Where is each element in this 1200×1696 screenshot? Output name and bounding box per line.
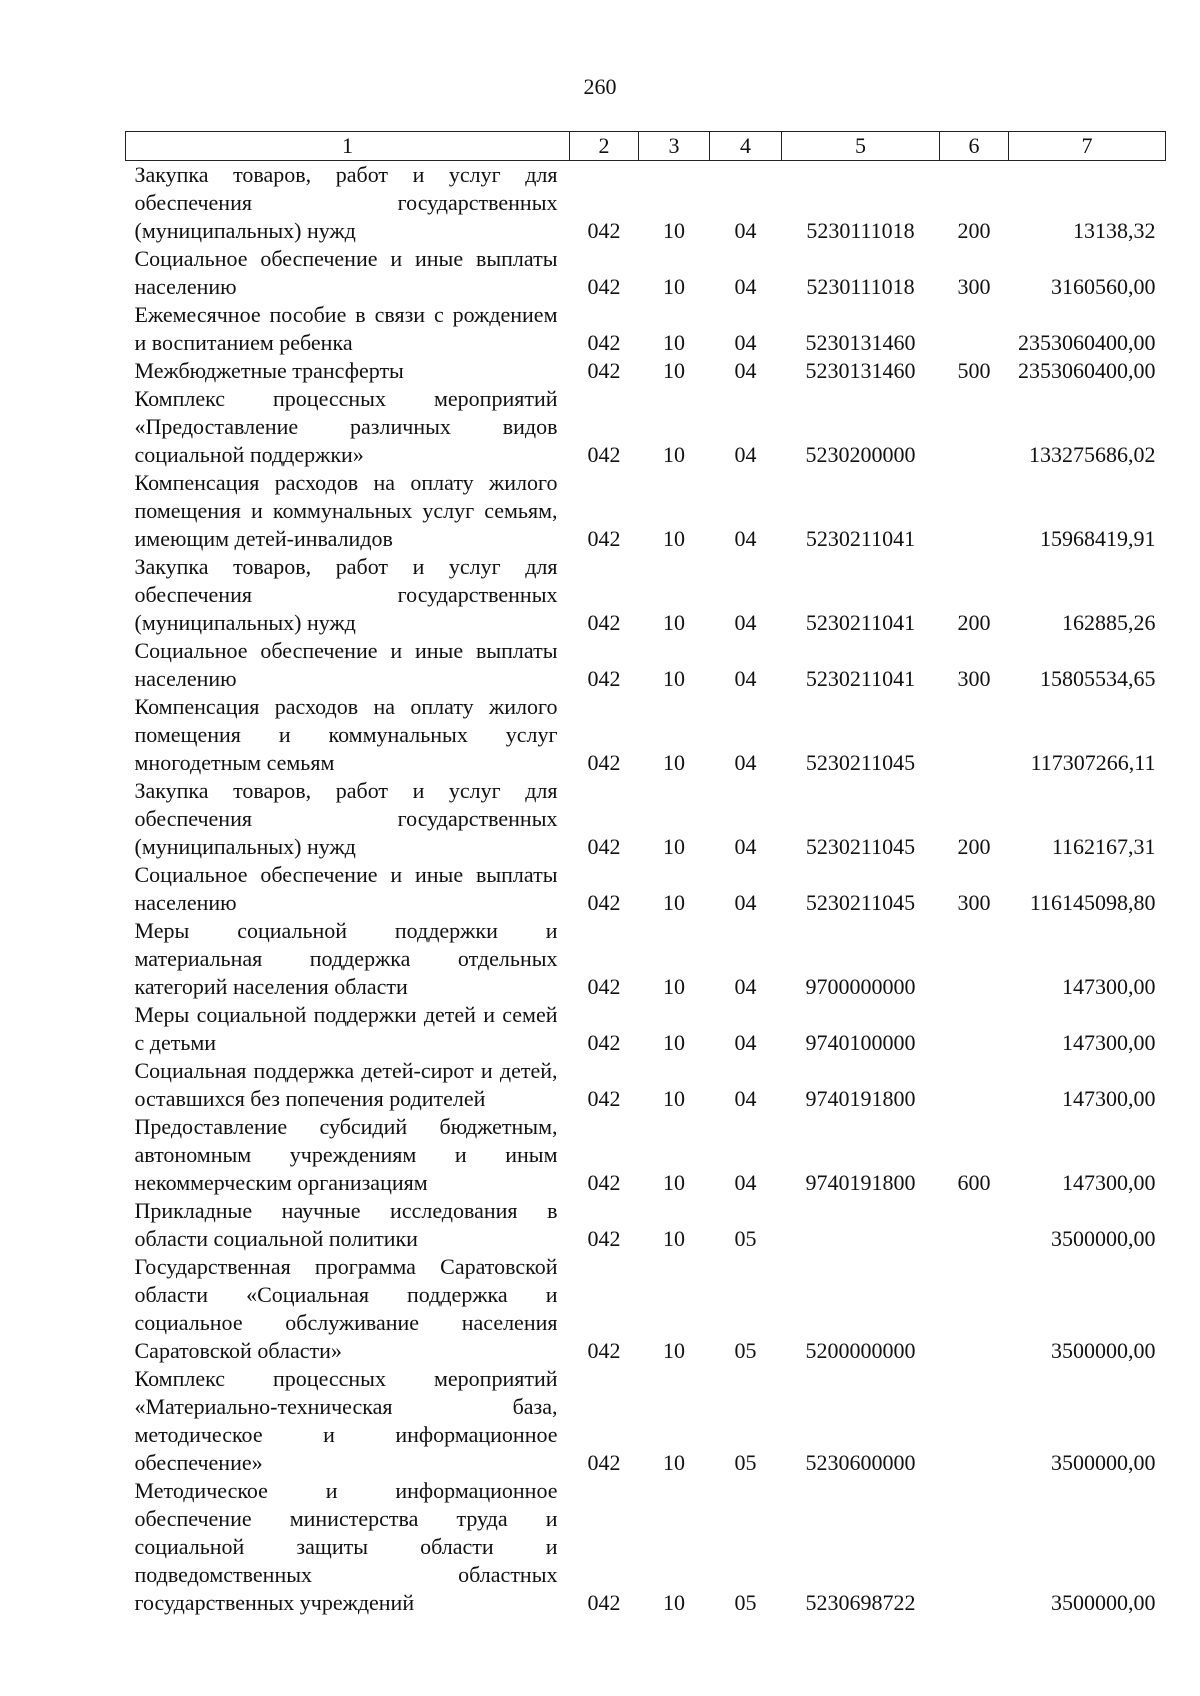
row-target-article: 5230211045 <box>805 890 916 915</box>
row-section: 10 <box>663 1338 685 1363</box>
table-header <box>126 132 1166 161</box>
row-amount: 3500000,00 <box>1051 1590 1156 1615</box>
row-amount: 3500000,00 <box>1051 1226 1156 1251</box>
table-row <box>126 469 1166 553</box>
row-admin-code: 042 <box>587 1226 621 1251</box>
row-target-article: 5230131460 <box>805 330 916 355</box>
row-subsection: 04 <box>734 330 757 355</box>
row-name: Ежемесячное пособие в связи с рождением и воспитанием ребенка <box>134 302 558 355</box>
row-admin-code: 042 <box>587 330 621 355</box>
table-row <box>126 1365 1166 1477</box>
row-subsection: 04 <box>734 750 757 775</box>
row-amount: 147300,00 <box>1062 974 1156 999</box>
header-row <box>126 132 1166 161</box>
row-subsection: 04 <box>734 526 757 551</box>
row-name: Социальное обеспечение и иные выплаты населению <box>134 638 558 691</box>
row-admin-code: 042 <box>587 526 621 551</box>
row-name: Меры социальной поддержки и материальная поддержка отдельных категорий населения области <box>134 918 558 999</box>
row-amount: 3500000,00 <box>1051 1338 1156 1363</box>
row-admin-code: 042 <box>587 610 621 635</box>
row-target-article: 5230200000 <box>805 442 916 467</box>
row-expense-type: 300 <box>957 666 991 691</box>
table-row <box>126 917 1166 1001</box>
row-name: Социальное обеспечение и иные выплаты населению <box>134 862 558 915</box>
row-name: Межбюджетные трансферты <box>134 358 404 383</box>
row-amount: 2353060400,00 <box>1018 358 1156 383</box>
table-row <box>126 357 1166 385</box>
row-name: Компенсация расходов на оплату жилого помещения и коммунальных услуг многодетным семьям <box>134 694 558 775</box>
row-admin-code: 042 <box>587 218 621 243</box>
row-expense-type <box>940 1057 1009 1113</box>
row-admin-code: 042 <box>587 890 621 915</box>
header-col-2: 2 <box>570 132 639 161</box>
row-amount: 147300,00 <box>1062 1030 1156 1055</box>
row-subsection: 04 <box>734 1086 757 1111</box>
row-section: 10 <box>663 1450 685 1475</box>
row-name: Закупка товаров, работ и услуг для обеспечения государственных (муниципальных) нужд <box>134 554 558 635</box>
row-name: Предоставление субсидий бюджетным, автономным учреждениям и иным некоммерческим организациям <box>134 1114 558 1195</box>
row-expense-type: 200 <box>957 218 991 243</box>
row-admin-code: 042 <box>587 834 621 859</box>
table-row <box>126 637 1166 693</box>
row-target-article: 5230131460 <box>805 358 916 383</box>
row-expense-type <box>940 1197 1009 1253</box>
row-admin-code: 042 <box>587 1450 621 1475</box>
row-target-article: 5230698722 <box>805 1590 916 1615</box>
table-row <box>126 1001 1166 1057</box>
row-amount: 117307266,11 <box>1030 750 1156 775</box>
row-name: Меры социальной поддержки детей и семей с детьми <box>134 1002 558 1055</box>
table-row <box>126 161 1166 246</box>
row-subsection: 04 <box>734 610 757 635</box>
row-admin-code: 042 <box>587 1170 621 1195</box>
row-target-article: 5230111018 <box>806 274 915 299</box>
table-row <box>126 1477 1166 1617</box>
row-admin-code: 042 <box>587 666 621 691</box>
row-amount: 147300,00 <box>1062 1086 1156 1111</box>
row-section: 10 <box>663 526 685 551</box>
row-subsection: 04 <box>734 358 757 383</box>
row-subsection: 04 <box>734 442 757 467</box>
row-section: 10 <box>663 974 685 999</box>
row-target-article: 5230211045 <box>805 750 916 775</box>
row-target-article: 5230211041 <box>805 526 916 551</box>
row-subsection: 05 <box>734 1590 757 1615</box>
row-amount: 133275686,02 <box>1029 442 1156 467</box>
row-section: 10 <box>663 1170 685 1195</box>
row-expense-type: 200 <box>957 834 991 859</box>
row-admin-code: 042 <box>587 1086 621 1111</box>
table-row <box>126 693 1166 777</box>
row-name: Методическое и информационное обеспечение министерства труда и социальной защиты области и подведомственных областных государственных учреждений <box>134 1478 558 1615</box>
row-amount: 15968419,91 <box>1040 526 1156 551</box>
row-target-article: 9740100000 <box>805 1030 916 1055</box>
row-subsection: 05 <box>734 1338 757 1363</box>
row-name: Закупка товаров, работ и услуг для обеспечения государственных (муниципальных) нужд <box>134 778 558 859</box>
budget-table <box>125 131 1166 1617</box>
row-name: Закупка товаров, работ и услуг для обеспечения государственных (муниципальных) нужд <box>134 162 558 243</box>
row-amount: 116145098,80 <box>1029 890 1156 915</box>
table-row <box>126 1057 1166 1113</box>
row-subsection: 04 <box>734 218 757 243</box>
row-subsection: 04 <box>734 666 757 691</box>
row-section: 10 <box>663 834 685 859</box>
row-section: 10 <box>663 890 685 915</box>
row-expense-type <box>940 693 1009 777</box>
row-expense-type: 500 <box>957 358 991 383</box>
table-row <box>126 1197 1166 1253</box>
row-subsection: 04 <box>734 890 757 915</box>
row-admin-code: 042 <box>587 750 621 775</box>
row-subsection: 04 <box>734 834 757 859</box>
row-name: Прикладные научные исследования в области социальной политики <box>134 1198 558 1251</box>
row-target-article: 5200000000 <box>805 1338 916 1363</box>
row-target-article: 9740191800 <box>805 1086 916 1111</box>
row-name: Социальное обеспечение и иные выплаты населению <box>134 246 558 299</box>
table-row <box>126 245 1166 301</box>
row-subsection: 04 <box>734 1030 757 1055</box>
header-col-4: 4 <box>710 132 782 161</box>
table-row <box>126 385 1166 469</box>
row-section: 10 <box>663 1086 685 1111</box>
row-amount: 2353060400,00 <box>1018 330 1156 355</box>
row-section: 10 <box>663 218 685 243</box>
row-section: 10 <box>663 358 685 383</box>
row-section: 10 <box>663 442 685 467</box>
row-target-article: 5230600000 <box>805 1450 916 1475</box>
row-expense-type <box>940 301 1009 357</box>
row-expense-type <box>940 1253 1009 1365</box>
row-name: Комплекс процессных мероприятий «Предоставление различных видов социальной поддержки» <box>134 386 558 467</box>
row-subsection: 04 <box>734 974 757 999</box>
page-number: 260 <box>583 74 617 99</box>
row-admin-code: 042 <box>587 1590 621 1615</box>
table-row <box>126 777 1166 861</box>
row-admin-code: 042 <box>587 442 621 467</box>
row-amount: 162885,26 <box>1062 610 1156 635</box>
row-name: Социальная поддержка детей-сирот и детей, оставшихся без попечения родителей <box>134 1058 558 1111</box>
header-col-6: 6 <box>940 132 1009 161</box>
row-target-article: 5230211045 <box>805 834 916 859</box>
row-admin-code: 042 <box>587 1338 621 1363</box>
row-target-article: 9700000000 <box>805 974 916 999</box>
row-expense-type: 300 <box>957 890 991 915</box>
table-row <box>126 1113 1166 1197</box>
row-name: Государственная программа Саратовской области «Социальная поддержка и социальное обслуживание населения Саратовской области» <box>134 1254 558 1363</box>
row-admin-code: 042 <box>587 974 621 999</box>
row-expense-type <box>940 917 1009 1001</box>
row-expense-type <box>940 1365 1009 1477</box>
row-section: 10 <box>663 610 685 635</box>
row-section: 10 <box>663 1590 685 1615</box>
table-row <box>126 553 1166 637</box>
row-subsection: 04 <box>734 1170 757 1195</box>
row-amount: 3500000,00 <box>1051 1450 1156 1475</box>
row-name: Компенсация расходов на оплату жилого помещения и коммунальных услуг семьям, имеющим детей-инвалидов <box>134 470 558 551</box>
row-amount: 1162167,31 <box>1051 834 1156 859</box>
row-subsection: 05 <box>734 1226 757 1251</box>
row-section: 10 <box>663 274 685 299</box>
row-target-article: 5230211041 <box>805 666 916 691</box>
table-row <box>126 1253 1166 1365</box>
header-col-7: 7 <box>1009 132 1166 161</box>
row-subsection: 04 <box>734 274 757 299</box>
table-body <box>126 161 1166 1618</box>
row-expense-type <box>940 1001 1009 1057</box>
row-section: 10 <box>663 750 685 775</box>
header-col-3: 3 <box>639 132 710 161</box>
row-expense-type: 300 <box>957 274 991 299</box>
row-target-article: 9740191800 <box>805 1170 916 1195</box>
row-amount: 15805534,65 <box>1040 666 1156 691</box>
row-admin-code: 042 <box>587 358 621 383</box>
table-row <box>126 301 1166 357</box>
header-col-1: 1 <box>126 132 570 161</box>
row-target-article: 5230211041 <box>805 610 916 635</box>
row-expense-type <box>940 469 1009 553</box>
row-expense-type <box>940 1477 1009 1617</box>
row-subsection: 05 <box>734 1450 757 1475</box>
row-expense-type: 200 <box>957 610 991 635</box>
row-admin-code: 042 <box>587 1030 621 1055</box>
header-col-5: 5 <box>782 132 940 161</box>
row-admin-code: 042 <box>587 274 621 299</box>
row-expense-type: 600 <box>957 1170 991 1195</box>
table-row <box>126 861 1166 917</box>
row-target-article: 5230111018 <box>806 218 915 243</box>
row-section: 10 <box>663 1226 685 1251</box>
row-amount: 13138,32 <box>1073 218 1156 243</box>
row-amount: 3160560,00 <box>1051 274 1156 299</box>
row-target-article <box>782 1197 940 1253</box>
row-section: 10 <box>663 330 685 355</box>
row-section: 10 <box>663 1030 685 1055</box>
row-name: Комплекс процессных мероприятий «Материально-техническая база, методическое и информационное обеспечение» <box>134 1366 558 1475</box>
row-section: 10 <box>663 666 685 691</box>
row-expense-type <box>940 385 1009 469</box>
row-amount: 147300,00 <box>1062 1170 1156 1195</box>
